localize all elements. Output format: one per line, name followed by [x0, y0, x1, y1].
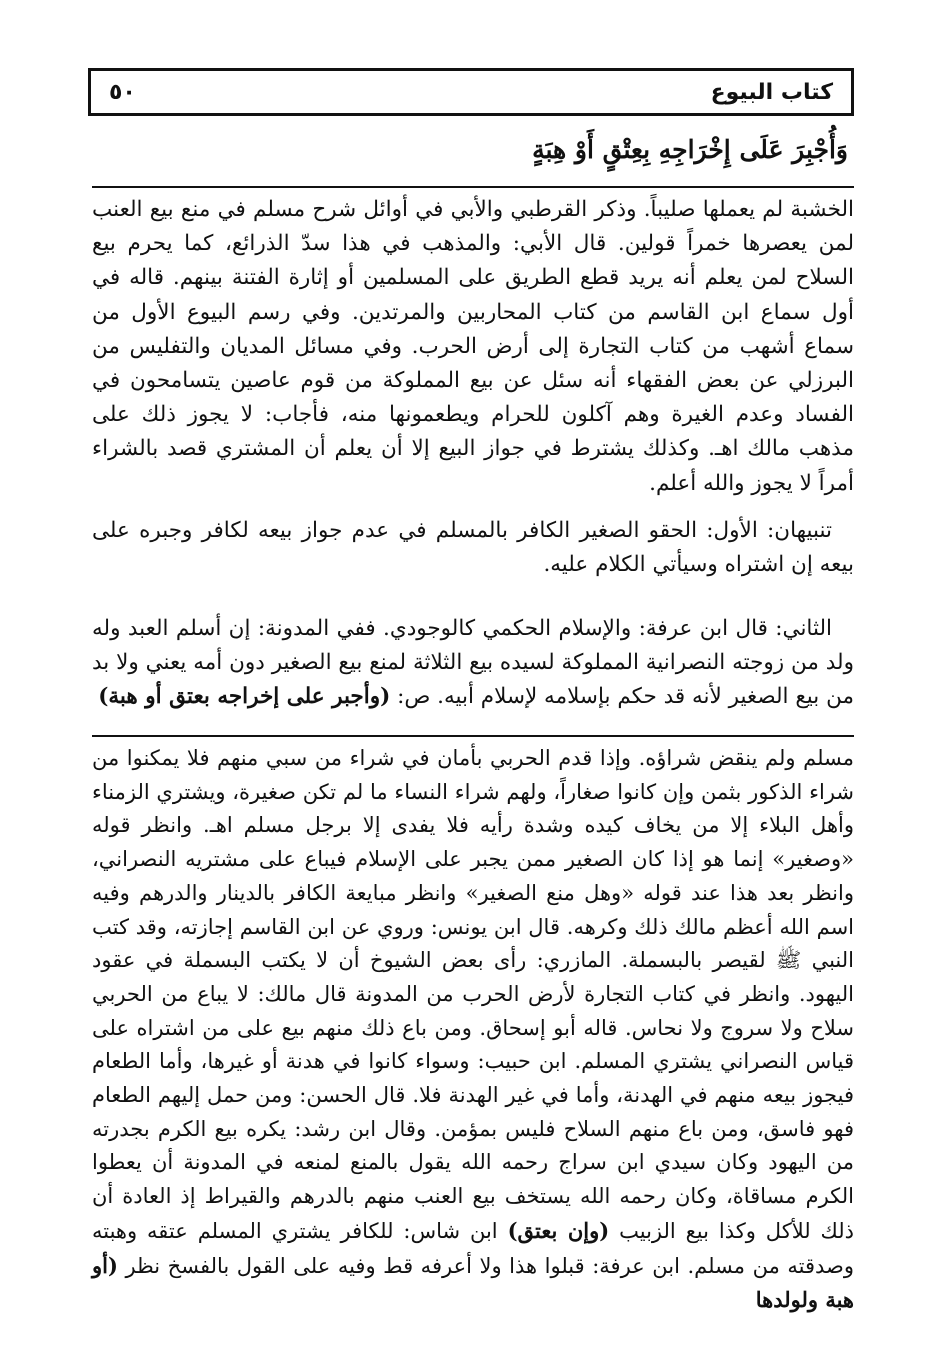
middle-divider [92, 735, 854, 737]
paragraph-text: تنبيهان: الأول: الحقو الصغير الكافر بالمسلم في عدم جواز بيعه لكافر وجبره على بيعه إن اشتراه وسيأتي الكلام عليه. [92, 518, 854, 577]
book-title: كتاب البيوع [710, 79, 833, 105]
page-number: ٥٠ [109, 79, 136, 105]
lower-text-main: مسلم ولم ينقض شراؤه. وإذا قدم الحربي بأمان في شراء من سبي منهم فلا يمكنوا من شراء الذكور بثمن وإن كانوا صغاراً، ولهم شراء النساء ما لم تكن صغيرة، ويشتري الزمناء وأهل البلاء إلا من يخاف كيده وشدة رأيه فلا يفدى إلا برجل مسلم اهـ. وانظر قوله «وصغير» إنما هو إذا كان الصغير ممن يجبر على الإسلام فيباع على مشتريه النصراني، وانظر بعد هذا عند قوله «وهل منع الصغير» وانظر مبايعة الكافر بالدينار والدرهم وفيه اسم الله أعظم مالك ذلك وكرهه. قال ابن يونس: وروي عن ابن القاسم إجازته، وقد كتب النبي ﷺ لقيصر بالبسملة. المازري: رأى بعض الشيوخ أن لا يكتب البسملة في عقود اليهود. وانظر في كتاب التجارة لأرض الحرب من المدونة قال مالك: لا يباع من الحربي سلاح ولا سروج ولا نحاس. قاله أبو إسحاق. ومن باع ذلك منهم بيع على من اشتراه على قياس النصراني يشتري المسلم. ابن حبيب: وسواء كانوا في هدنة أو غيرها، وأما الطعام فيجوز بيعه منهم في الهدنة، وأما في غير الهدنة فلا. قال الحسن: ومن حمل إليهم الطعام فهو فاسق، ومن باع منهم السلاح فليس بمؤمن. وقال ابن رشد: يكره بيع الكرم بجدرته من اليهود وكان سيدي ابن سراج رحمه الله يقول بالمنع لمنعه في المدونة أن يعطوا الكرم مساقاة، وكان رحمه الله يستخف بيع العنب منهم بالدرهم والقيراط إذ العادة أن ذلك للأكل وكذا بيع الزبيب [92, 746, 854, 1243]
lower-commentary [92, 742, 854, 1318]
paragraph-text [92, 742, 854, 1318]
commentary-paragraph-2 [92, 514, 854, 582]
top-divider [92, 186, 854, 188]
paragraph-text: الخشبة لم يعملها صليباً. وذكر القرطبي والأبي في أوائل شرح مسلم في منع بيع العنب لمن يعصرها خمراً قولين. قال الأبي: والمذهب في هذا سدّ الذرائع، كما يحرم بيع السلاح لمن يعلم أنه يريد قطع الطريق على المسلمين أو إثارة الفتنة بينهم. قاله في أول سماع ابن القاسم من كتاب المحاربين والمرتدين. وفي رسم البيوع الأول من سماع أشهب من كتاب التجارة إلى أرض الحرب. وفي مسائل المديان والتفليس من البرزلي عن بعض الفقهاء أنه سئل عن بيع المملوكة من قوم عاصين يتسامحون في الفساد وعدم الغيرة وهم آكلون للحرام ويطعمونها منه، فأجاب: لا يجوز ذلك على مذهب مالك اهـ. وكذلك يشترط في جواز البيع إلا أن يعلم أن المشتري قصد بالشراء أمراً لا يجوز والله أعلم. [92, 197, 854, 496]
matn-quote-2: (أو هبة ولولدها [92, 1252, 854, 1313]
matn-text: وَأُجْبِرَ عَلَى إِخْرَاجِهِ بِعِتْقٍ أَوْ هِبَةٍ [532, 135, 848, 164]
paragraph-main-text: الثاني: قال ابن عرفة: والإسلام الحكمي كالوجودي. ففي المدونة: إن أسلم العبد وله ولد من زوجته النصرانية المملوكة لسيده بيع الثلاثة لمنع بيع الصغير دون أمه يعني ولا بد من بيع الصغير لأنه قد حكم بإسلامه لإسلام أبيه. ص: [92, 616, 854, 709]
commentary-paragraph-1 [92, 193, 854, 501]
matn-quote-1: (وإن بعتق) [507, 1217, 610, 1243]
commentary-paragraph-3 [92, 612, 854, 714]
matn-quote: (وأجبر على إخراجه بعتق أو هبة) [98, 684, 391, 709]
lower-text-mid: ابن شاس: للكافر يشتري المسلم عتقه وهبته وصدقته من مسلم. ابن عرفة: قبلوا هذا ولا أعرفه قط وفيه على القول بالفسخ نظر [92, 1218, 854, 1278]
paragraph-text [92, 612, 854, 714]
running-header [88, 68, 854, 116]
